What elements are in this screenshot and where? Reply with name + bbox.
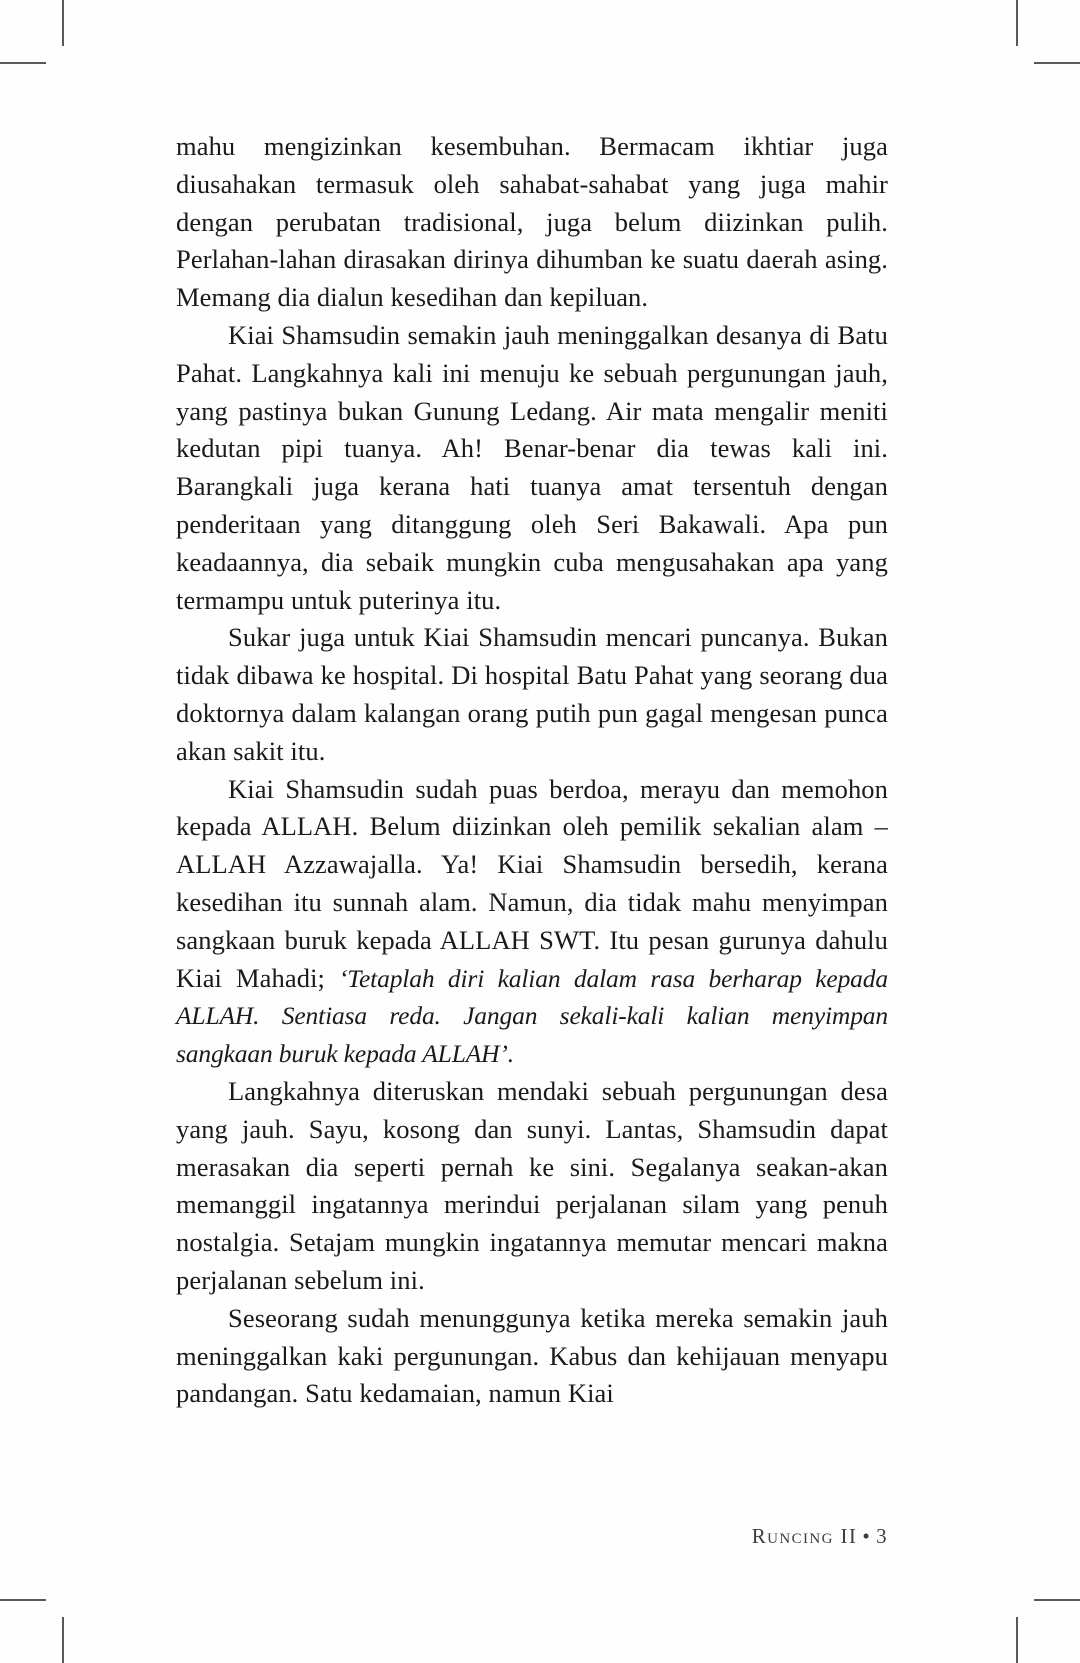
paragraph-4-text: Kiai Shamsudin sudah puas berdoa, merayu dan memohon kepada ALLAH. Belum diizinkan oleh pemilik sekalian alam – ALLAH Azzawajalla. Ya! Kiai Shamsudin bersedih, kerana kesedihan itu sunnah alam. Namun, dia tidak mahu menyimpan sangkaan buruk kepada ALLAH SWT. Itu pesan gurunya dahulu Kiai Mahadi; [176, 773, 888, 993]
page-footer [176, 1524, 888, 1549]
crop-mark-bottom-left-horizontal [0, 1599, 46, 1601]
paragraph-4-italic-quote: ‘Tetaplah diri kalian dalam rasa berharap kepada ALLAH. Sentiasa reda. Jangan sekali-kali kalian menyimpan sangkaan buruk kepada ALLAH’. [176, 963, 888, 1069]
crop-mark-top-left-horizontal [0, 62, 46, 64]
paragraph-4 [176, 771, 888, 1073]
paragraph-1: mahu mengizinkan kesembuhan. Bermacam ikhtiar juga diusahakan termasuk oleh sahabat-sahabat yang juga mahir dengan perubatan tradisional, juga belum diizinkan pulih. Perlahan-lahan dirasakan dirinya dihumban ke suatu daerah asing. Memang dia dialun kesedihan dan kepiluan. [176, 131, 888, 313]
crop-mark-top-right-vertical [1016, 0, 1018, 46]
paragraph-2: Kiai Shamsudin semakin jauh meninggalkan desanya di Batu Pahat. Langkahnya kali ini menuju ke sebuah pergunungan jauh, yang pastinya bukan Gunung Ledang. Air mata mengalir meniti kedutan pipi tuanya. Ah! Benar-benar dia tewas kali ini. Barangkali juga kerana hati tuanya amat tersentuh dengan penderitaan yang ditanggung oleh Seri Bakawali. Apa pun keadaannya, dia sebaik mungkin cuba mengusahakan apa yang termampu untuk puterinya itu. [176, 319, 888, 615]
crop-mark-bottom-left-vertical [62, 1617, 64, 1663]
footer-separator-bullet: • [862, 1524, 872, 1548]
crop-mark-top-left-vertical [62, 0, 64, 46]
paragraph-5: Langkahnya diteruskan mendaki sebuah pergunungan desa yang jauh. Sayu, kosong dan sunyi. Lantas, Shamsudin dapat merasakan dia seperti pernah ke sini. Segalanya seakan-akan memanggil ingatannya merindui perjalanan silam yang penuh nostalgia. Setajam mungkin ingatannya memutar mencari makna perjalanan sebelum ini. [176, 1075, 888, 1295]
footer-page-number: 3 [876, 1524, 888, 1548]
footer-book-title: Runcing II [751, 1524, 858, 1548]
paragraph-3: Sukar juga untuk Kiai Shamsudin mencari puncanya. Bukan tidak dibawa ke hospital. Di hospital Batu Pahat yang seorang dua doktornya dalam kalangan orang putih pun gagal mengesan punca akan sakit itu. [176, 622, 888, 766]
crop-mark-bottom-right-vertical [1016, 1617, 1018, 1663]
crop-mark-bottom-right-horizontal [1034, 1599, 1080, 1601]
paragraph-6: Seseorang sudah menunggunya ketika mereka semakin jauh meninggalkan kaki pergunungan. Kabus dan kehijauan menyapu pandangan. Satu kedamaian, namun Kiai [176, 1302, 888, 1409]
crop-mark-top-right-horizontal [1034, 62, 1080, 64]
body-text-block [176, 128, 888, 1413]
